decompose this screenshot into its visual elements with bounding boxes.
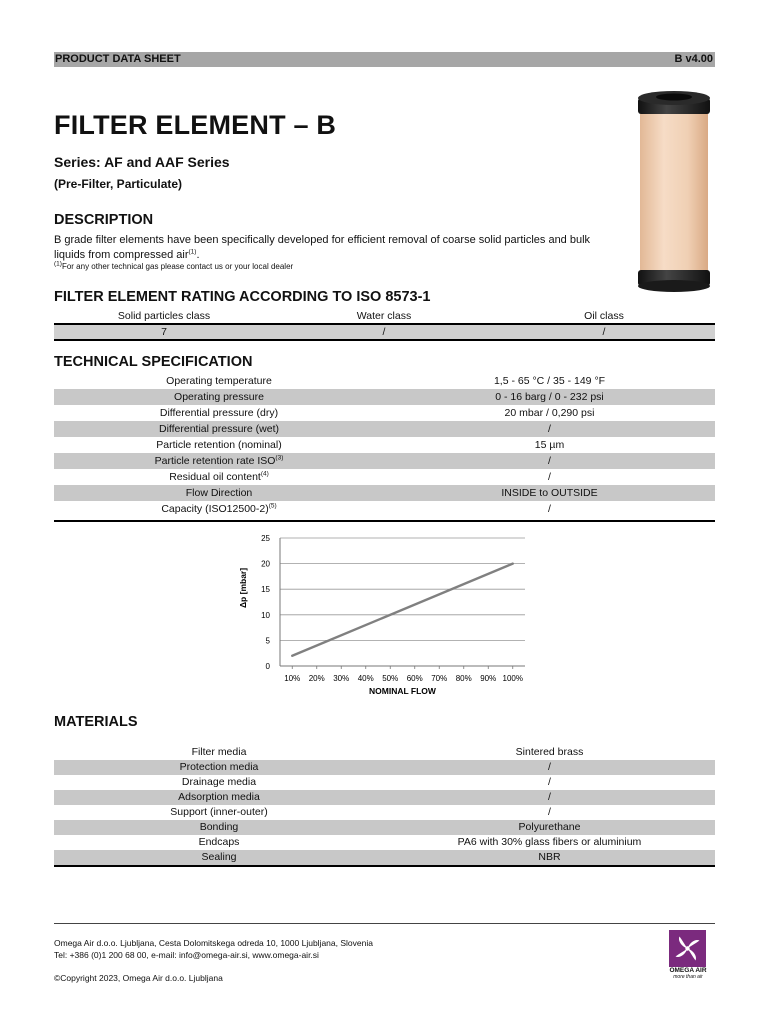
omega-air-logo — [669, 930, 706, 967]
header-bar — [54, 52, 715, 67]
rating-col-oil: Oil class — [584, 310, 624, 322]
tech-heading: TECHNICAL SPECIFICATION — [54, 354, 253, 370]
x-tick-label: 30% — [333, 674, 350, 683]
table-row: Sealing NBR — [54, 850, 715, 865]
table-row: Capacity $(ISO12500-2)^{(5)}$ / — [161, 502, 551, 515]
x-axis-label: NOMINAL FLOW — [369, 686, 436, 696]
table-row: Filter media Sintered brass — [191, 746, 584, 758]
x-tick-label: 80% — [455, 674, 472, 683]
y-tick-label: 5 — [265, 636, 270, 646]
description-text: B grade filter elements have been specifically developed for efficient removal of coarse solid particles and bulk liquids from compressed air$^{(1)}$. — [54, 234, 591, 261]
footer-copyright: ©Copyright 2023, Omega Air d.o.o. Ljubljana — [54, 973, 223, 983]
table-row: Protection media / — [54, 760, 715, 775]
series-line — [292, 564, 513, 656]
footer-rule — [54, 923, 715, 924]
footer-contact: Tel: +386 (0)1 200 68 00, e-mail: info@omega-air.si, www.omega-air.si — [54, 950, 319, 960]
x-tick-label: 50% — [382, 674, 399, 683]
description-footnote: $^{(1)}$For any other technical gas please contact us or your local dealer — [54, 260, 294, 271]
description-heading: DESCRIPTION — [54, 212, 154, 228]
logo-name: OMEGA AIR — [669, 967, 707, 974]
rating-value-row — [54, 325, 715, 339]
doc-type-label: PRODUCT DATA SHEET — [55, 53, 181, 65]
series-label: Series: AF and AAF Series — [54, 154, 230, 170]
pinwheel-icon — [669, 930, 706, 967]
table-row: Residual oil content$^{(4)}$ / — [169, 470, 551, 483]
tech-rule-bottom — [54, 520, 715, 522]
table-row: Adsorption media / — [54, 790, 715, 805]
pressure-drop-chart — [230, 528, 540, 700]
logo-tagline: more than air — [673, 974, 703, 980]
y-tick-label: 25 — [261, 534, 270, 543]
rating-col-water: Water class — [356, 310, 412, 322]
table-row: Differential pressure (wet) / — [54, 421, 715, 437]
table-row: Operating pressure 0 - 16 barg / 0 - 232 psi — [54, 389, 715, 405]
materials-heading: MATERIALS — [54, 714, 138, 730]
table-row: Bonding Polyurethane — [54, 820, 715, 835]
tech-table — [54, 373, 715, 517]
rating-rule-bottom — [54, 339, 715, 341]
rating-header-row — [54, 309, 715, 323]
y-tick-label: 20 — [261, 559, 270, 569]
table-row: Support (inner-outer) / — [170, 806, 551, 818]
table-row: Particle retention (nominal) 15 µm — [156, 439, 565, 451]
table-row: Differential pressure (dry) 20 mbar / 0,290 psi — [159, 407, 595, 419]
table-row: Operating temperature 1,5 - 65 °C / 35 - 149 °F — [166, 375, 606, 387]
rating-heading: FILTER ELEMENT RATING ACCORDING TO ISO 8573-1 — [54, 289, 431, 305]
x-tick-label: 20% — [308, 674, 325, 683]
y-axis-label: Δp [mbar] — [238, 567, 248, 609]
materials-rule-bottom — [54, 865, 715, 867]
table-row: Endcaps PA6 with 30% glass fibers or aluminium — [198, 836, 642, 848]
y-tick-label: 0 — [265, 662, 270, 671]
x-tick-label: 90% — [480, 674, 497, 683]
rating-col-solid: Solid particles class — [117, 310, 211, 322]
version-label: B v4.00 — [674, 53, 713, 65]
table-row: Flow Direction INSIDE to OUTSIDE — [54, 485, 715, 501]
rating-value-solid: 7 — [161, 326, 167, 338]
x-tick-label: 10% — [284, 674, 301, 683]
x-tick-label: 100% — [502, 674, 523, 683]
footer-address: Omega Air d.o.o. Ljubljana, Cesta Dolomitskega odreda 10, 1000 Ljubljana, Slovenia — [54, 938, 373, 948]
table-row: Drainage media / — [181, 776, 551, 788]
y-tick-label: 15 — [261, 585, 270, 595]
x-tick-label: 70% — [431, 674, 448, 683]
y-tick-label: 10 — [261, 610, 270, 620]
x-tick-label: 40% — [357, 674, 374, 683]
page-title: FILTER ELEMENT – B — [54, 110, 337, 140]
rating-value-oil: / — [602, 326, 606, 338]
materials-table — [54, 745, 715, 865]
rating-value-water: / — [382, 326, 386, 338]
filter-element-image — [632, 88, 714, 298]
x-tick-label: 60% — [406, 674, 423, 683]
table-row: Particle retention rate ISO$^{(3)}$ / — [54, 453, 715, 469]
subtitle: (Pre-Filter, Particulate) — [54, 177, 183, 191]
